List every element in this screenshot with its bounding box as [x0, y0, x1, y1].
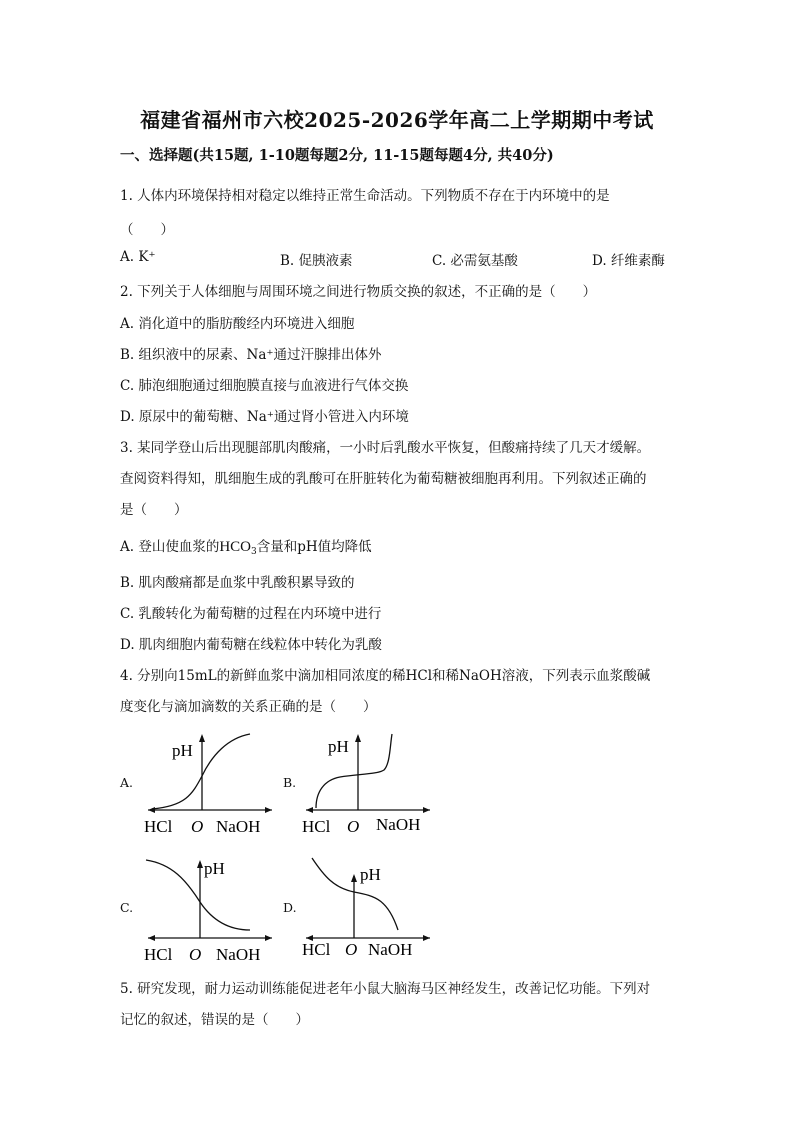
graph-d — [298, 854, 438, 964]
graph-b-left-arrow — [306, 807, 313, 813]
graph-a-y-arrow — [199, 734, 205, 742]
q5-stem-line-1: 5. 研究发现，耐力运动训练能促进老年小鼠大脑海马区神经发生，改善记忆功能。下列对 — [120, 981, 651, 997]
graph-d-right-label: NaOH — [368, 940, 413, 959]
section-heading: 一、选择题(共15题, 1-10题每题2分, 11-15题每题4分, 共40分) — [120, 147, 554, 164]
graph-c-ylabel: pH — [204, 859, 225, 878]
q2-option-a: A. 消化道中的脂肪酸经内环境进入细胞 — [120, 316, 355, 332]
graph-b-right-arrow — [423, 807, 430, 813]
graph-c-left-label: HCl — [144, 945, 173, 964]
q4-stem-line-2: 度变化与滴加滴数的关系正确的是（ ） — [120, 699, 377, 715]
graph-a-right-label: NaOH — [216, 817, 261, 836]
graph-d-origin: O — [345, 940, 358, 959]
graph-c-label: C. — [120, 900, 134, 915]
graph-a-right-arrow — [265, 807, 272, 813]
graph-a-left-label: HCl — [144, 817, 173, 836]
graph-a-ylabel: pH — [172, 741, 193, 760]
graph-c-y-arrow — [197, 860, 203, 868]
page-title: 福建省福州市六校2025-2026学年高二上学期期中考试 — [140, 108, 654, 132]
graph-a-curve — [152, 734, 250, 809]
q3-stem-line-2: 查阅资料得知，肌细胞生成的乳酸可在肝脏转化为葡萄糖被细胞再利用。下列叙述正确的 — [120, 471, 647, 487]
graph-b-label: B. — [283, 775, 297, 790]
q1-stem: 1. 人体内环境保持相对稳定以维持正常生命活动。下列物质不存在于内环境中的是 — [120, 188, 610, 204]
q1-option-b: B. 促胰液素 — [280, 253, 353, 269]
graph-c-right-label: NaOH — [216, 945, 261, 964]
q2-option-c: C. 肺泡细胞通过细胞膜直接与血液进行气体交换 — [120, 378, 409, 394]
q1-option-d: D. 纤维素酶 — [592, 253, 665, 269]
q1-paren: （ ） — [120, 222, 174, 238]
q1-option-c: C. 必需氨基酸 — [432, 253, 518, 269]
graph-a-label: A. — [120, 775, 134, 790]
graph-a — [140, 730, 280, 840]
graph-b-left-label: HCl — [302, 817, 331, 836]
graph-b — [298, 730, 438, 840]
q1-option-a: A. K⁺ — [120, 249, 156, 265]
graph-d-y-arrow — [351, 874, 357, 882]
q3-option-d: D. 肌肉细胞内葡萄糖在线粒体中转化为乳酸 — [120, 637, 382, 653]
graph-d-curve — [312, 858, 398, 930]
q3-option-a: A. 登山使血浆的$HCO_3$含量和pH值均降低 — [120, 539, 372, 557]
graph-d-right-arrow — [423, 935, 430, 941]
q3-stem-line-1: 3. 某同学登山后出现腿部肌肉酸痛，一小时后乳酸水平恢复，但酸痛持续了几天才缓解。 — [120, 440, 651, 456]
graph-c — [140, 854, 280, 964]
graph-b-right-label: NaOH — [376, 815, 421, 834]
graph-a-left-arrow — [148, 807, 155, 813]
q2-option-d: D. 原尿中的葡萄糖、Na⁺通过肾小管进入内环境 — [120, 409, 409, 425]
graph-b-origin: O — [347, 817, 360, 836]
graph-c-origin: O — [189, 945, 202, 964]
q2-stem: 2. 下列关于人体细胞与周围环境之间进行物质交换的叙述，不正确的是（ ） — [120, 284, 597, 300]
q2-option-b: B. 组织液中的尿素、Na⁺通过汗腺排出体外 — [120, 347, 382, 363]
graph-b-ylabel: pH — [328, 737, 349, 756]
q5-stem-line-2: 记忆的叙述，错误的是（ ） — [120, 1012, 309, 1028]
graph-a-origin: O — [191, 817, 204, 836]
graph-c-left-arrow — [148, 935, 155, 941]
q4-stem-line-1: 4. 分别向15mL的新鲜血浆中滴加相同浓度的稀HCl和稀NaOH溶液，下列表示血浆酸碱 — [120, 668, 651, 684]
q3-option-b: B. 肌肉酸痛都是血浆中乳酸积累导致的 — [120, 575, 355, 591]
q3-option-c: C. 乳酸转化为葡萄糖的过程在内环境中进行 — [120, 606, 382, 622]
q3-stem-line-3: 是（ ） — [120, 502, 188, 518]
graph-c-curve — [146, 860, 250, 930]
bicarbonate-formula: HCO — [219, 539, 252, 555]
graph-b-y-arrow — [355, 734, 361, 742]
graph-d-label: D. — [283, 900, 297, 915]
graph-c-right-arrow — [265, 935, 272, 941]
graph-d-ylabel: pH — [360, 865, 381, 884]
graph-d-left-label: HCl — [302, 940, 331, 959]
